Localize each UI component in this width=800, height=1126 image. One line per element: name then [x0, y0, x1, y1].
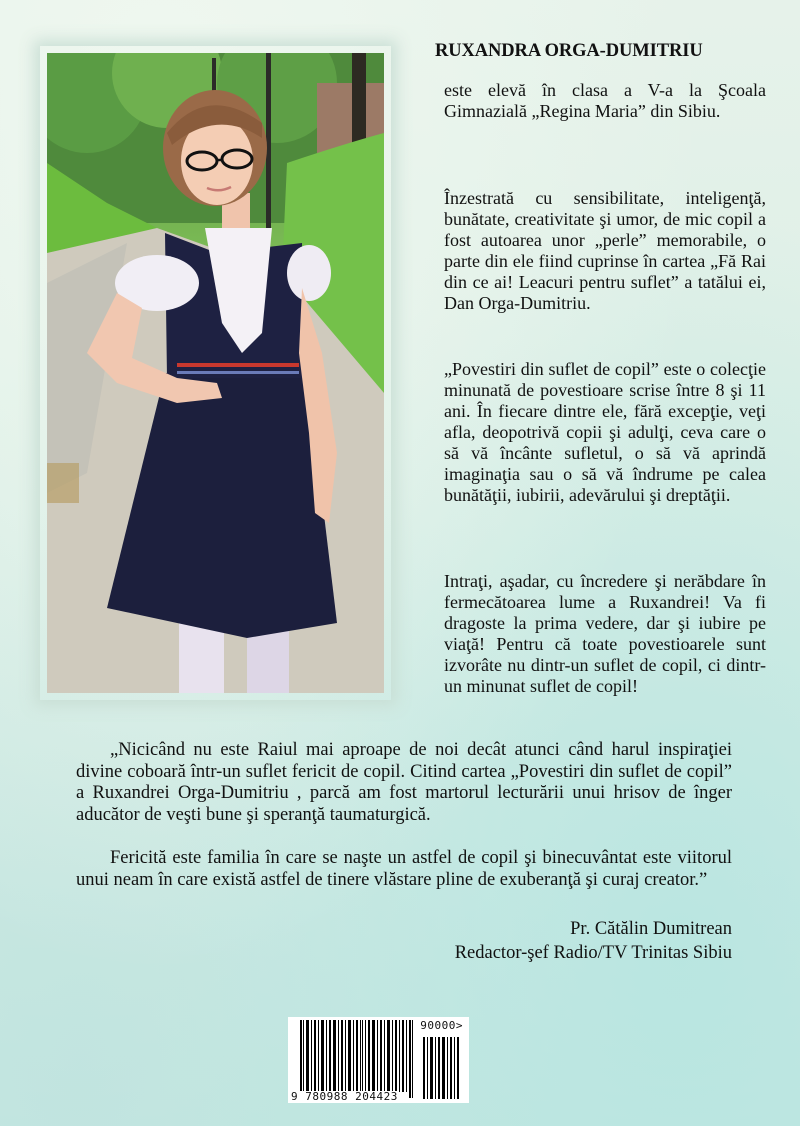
isbn-barcode — [288, 1017, 469, 1103]
quote-paragraph-1: „Nicicând nu este Raiul mai aproape de noi decât atunci când harul inspiraţiei divine coboară într-un suflet fericit de copil. Citind cartea „Povestiri din suflet de copil” a Ruxandrei Orga-Dumitriu , parcă am fost martorul lecturării unui hrisov de înger aducător de veşti bune şi speranţă taumaturgică. — [76, 740, 732, 825]
price-addon: 90000> — [420, 1019, 463, 1032]
bio-paragraph-3: „Povestiri din suflet de copil” este o colecţie minunată de povestioare scrise între 8 şi 11 ani. În fiecare dintre ele, fără excepţie, veţi afla, deopotrivă copii şi adulţi, ceva care o să vă încânte sufletul, o să vă aprindă imaginaţia sau o să vă îndrume pe calea bunătăţii, iubirii, adevărului şi dreptăţii. — [444, 359, 766, 505]
quote-signature — [455, 917, 732, 965]
signature-name: Pr. Cătălin Dumitrean — [570, 919, 732, 939]
author-photo-illustration — [47, 53, 384, 693]
endorsement-quote — [76, 740, 732, 891]
author-photo — [47, 53, 384, 693]
quote-paragraph-2: Fericită este familia în care se naşte un astfel de copil şi binecuvântat este viitorul unui neam în care există astfel de tinere vlăstare pline de exuberanţă şi curaj creator.” — [76, 848, 732, 890]
signature-title: Redactor-şef Radio/TV Trinitas Sibiu — [454, 943, 732, 963]
author-name-heading: RUXANDRA ORGA-DUMITRIU — [435, 41, 703, 61]
isbn-number: 9 780988 204423 — [291, 1090, 398, 1103]
bio-paragraph-2: Înzestrată cu sensibilitate, inteligenţă, bunătate, creativitate şi umor, de mic copil a fost autoarea unor „perle” memorabile, o parte din ele fiind cuprinse în cartea „Fă Rai din ce ai! Leacuri pentru suflet” a tatălui ei, Dan Orga-Dumitriu. — [444, 188, 766, 313]
bio-paragraph-1: este elevă în clasa a V-a la Şcoala Gimnazială „Regina Maria” din Sibiu. — [444, 80, 766, 121]
bio-paragraph-4: Intraţi, aşadar, cu încredere şi nerăbdare în fermecătoarea lume a Ruxandrei! Va fi dragoste la prima vedere, dar şi iubire pe viaţă! Pentru că toate povestioarele sunt izvorâte nu dintr-un suflet de copil, ci dintr-un minunat suflet de copil! — [444, 571, 766, 696]
